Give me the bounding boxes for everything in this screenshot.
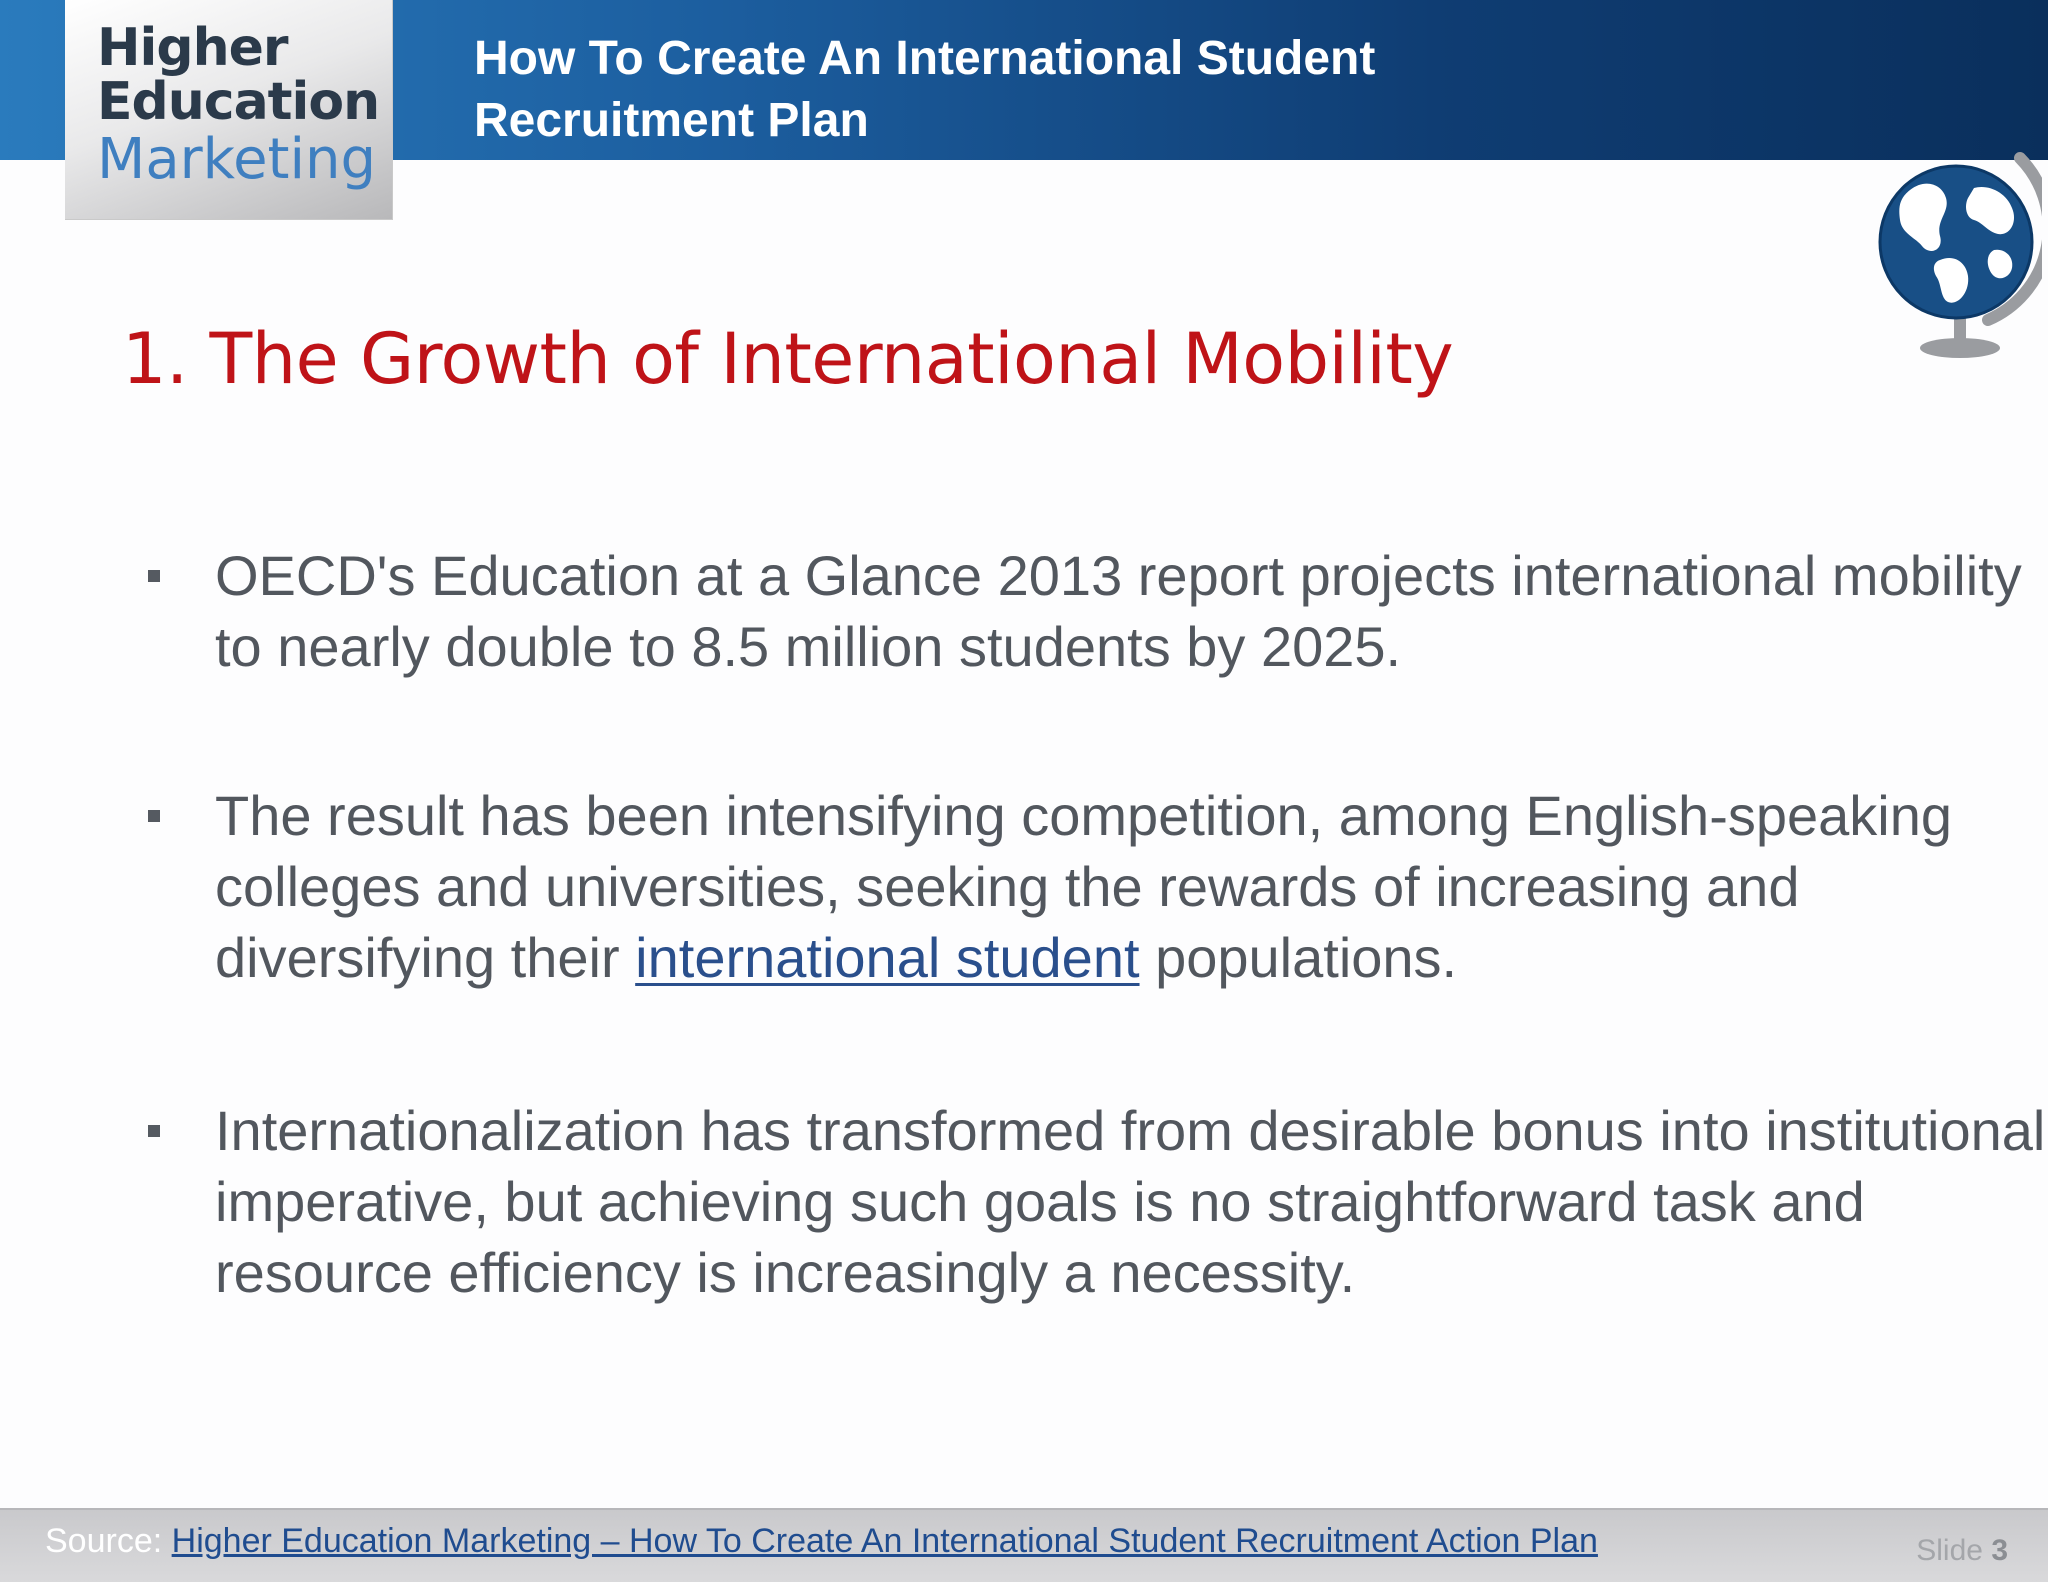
logo-line-higher: Higher [97, 18, 288, 78]
bullet-square-icon [148, 1125, 160, 1137]
bullet-text [215, 780, 2048, 993]
source-link[interactable]: Higher Education Marketing – How To Create An International Student Recruitment Action Plan [171, 1522, 1598, 1560]
bullet-text-start: The result has been intensifying competition, among English-speaking colleges and universities, seeking the rewards of increasing and diversifying their [215, 784, 1953, 989]
header-title-line-2: Recruitment Plan [474, 94, 869, 147]
logo-line-education: Education [97, 72, 380, 132]
bullet-text: OECD's Education at a Glance 2013 report projects international mobility to nearly double to 8.5 million students by 2025. [215, 544, 2022, 678]
slide-title: 1. The Growth of International Mobility [122, 318, 1454, 400]
logo [65, 0, 393, 220]
slide-number [1916, 1534, 2008, 1568]
source-label: Source: [45, 1522, 163, 1560]
bullet-square-icon [148, 810, 160, 822]
international-student-link[interactable]: international student [635, 926, 1140, 989]
footer-bar [0, 1508, 2048, 1582]
bullet-text: Internationalization has transformed from desirable bonus into institutional imperative, but achieving such goals is no straightforward task and resource efficiency is increasingly a necessity. [215, 1099, 2046, 1304]
bullet-text-end: populations. [1139, 926, 1458, 989]
bullet-square-icon [148, 570, 160, 582]
header-title [474, 28, 1574, 152]
slide-number-value: 3 [1991, 1534, 2008, 1567]
globe-icon [1870, 150, 2042, 362]
slide-label: Slide [1916, 1534, 1983, 1567]
source-citation [45, 1522, 1598, 1561]
header-title-line-1: How To Create An International Student [474, 32, 1376, 85]
logo-line-marketing: Marketing [97, 127, 377, 192]
